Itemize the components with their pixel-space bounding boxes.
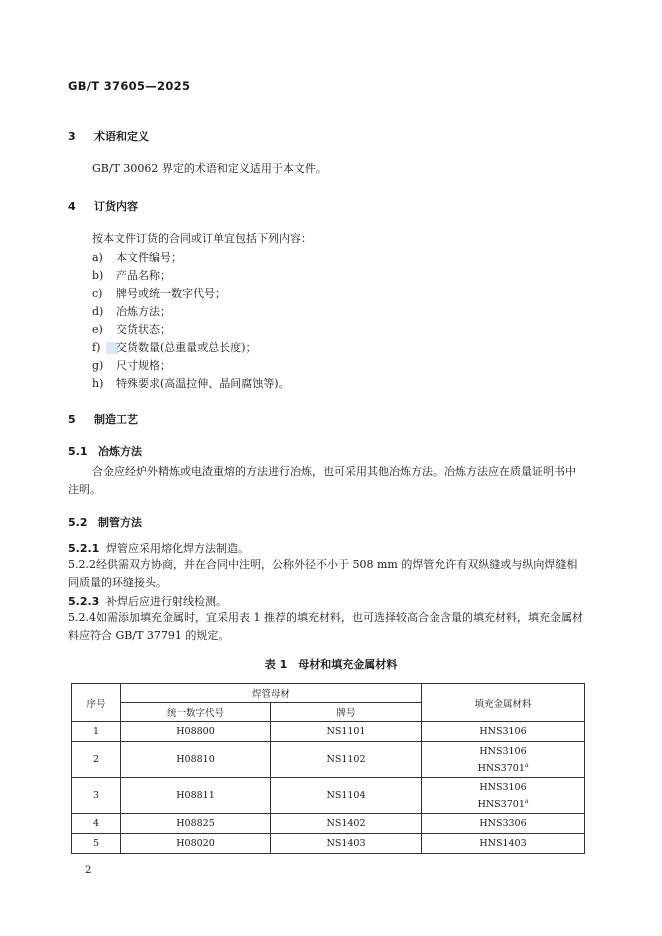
table-row [72,742,585,778]
section-number: 4 [68,200,76,213]
cell-code: H08800 [121,722,271,742]
filler-item: HNS3106 [479,745,527,757]
list-item-label: c) [92,287,103,300]
section-number: 5.2 [68,516,88,529]
cell-grade: NS1403 [271,834,422,854]
list-item-label: h) [92,377,104,390]
cell-filler: HNS3106 [422,722,585,742]
list-item-label: f) [92,341,101,354]
section-number: 3 [68,130,76,143]
cell-seq: 3 [72,778,121,814]
clause-text: 补焊后应进行射线检测。 [106,595,227,608]
list-item-text: 本文件编号； [116,251,182,264]
header-seq: 序号 [72,684,121,722]
clause-5-2-2 [68,556,584,592]
clause-number: 5.2.1 [68,542,100,555]
section-3-body: GB/T 30062 界定的术语和定义适用于本文件。 [92,162,327,175]
page-number: 2 [85,865,92,876]
section-title: 冶炼方法 [98,445,142,458]
cell-seq: 4 [72,814,121,834]
cell-grade: NS1102 [271,742,422,778]
filler-item-with-note [422,760,584,777]
cell-filler: HNS1403 [422,834,585,854]
filler-item-with-note [422,796,584,813]
section-number: 5.1 [68,445,88,458]
clause-number: 5.2.2 [68,558,96,571]
list-item-label: a) [92,251,103,264]
clause-text: 经供需双方协商，并在合同中注明，公称外径不小于 508 mm 的焊管允许有双纵缝或与纵向焊缝相同质量的环缝接头。 [68,558,578,589]
clause-number: 5.2.4 [68,611,96,624]
cell-seq: 5 [72,834,121,854]
footnote-mark: a [524,797,529,805]
filler-item: HNS3106 [479,781,527,793]
section-3-heading [68,128,149,144]
clause-5-2-1 [68,540,249,556]
materials-table [71,683,585,854]
list-item-text: 牌号或统一数字代号； [116,287,226,300]
section-title: 制造工艺 [94,413,138,426]
list-item-label: d) [92,305,104,318]
cell-code: H08825 [121,814,271,834]
table-row [72,814,585,834]
clause-text: 焊管应采用熔化焊方法制造。 [106,542,249,555]
list-item [92,267,171,283]
list-item [92,357,171,373]
cell-filler [422,778,585,814]
list-item-label: b) [92,269,104,282]
filler-item: HNS3701 [477,798,525,810]
list-item-label: e) [92,323,103,336]
cell-code: H08811 [121,778,271,814]
list-item [92,303,171,319]
clause-number: 5.2.3 [68,595,100,608]
cell-seq: 2 [72,742,121,778]
header-filler: 填充金属材料 [422,684,585,722]
clause-5-2-4 [68,609,584,645]
header-grade: 牌号 [271,703,422,722]
list-item-label: g) [92,359,104,372]
list-item [92,375,290,391]
cell-filler: HNS3306 [422,814,585,834]
cell-grade: NS1104 [271,778,422,814]
header-base-material: 焊管母材 [121,684,422,703]
section-4-intro: 按本文件订货的合同或订单宜包括下列内容： [92,232,312,245]
table-title: 表 1 母材和填充金属材料 [264,658,398,671]
cell-seq: 1 [72,722,121,742]
table-header-row [72,684,585,703]
section-5-heading [68,411,138,427]
table-row [72,778,585,814]
section-4-heading [68,198,138,214]
list-item [92,285,226,301]
list-item-text: 冶炼方法； [116,305,171,318]
cell-filler [422,742,585,778]
clause-text: 如需添加填充金属时，宜采用表 1 推荐的填充材料，也可选择较高合金含量的填充材料，填充金属材料应符合 GB/T 37791 的规定。 [68,611,583,642]
list-item-text: 交货数量(总重量或总长度)； [116,341,257,354]
section-5-2-heading [68,514,142,530]
section-5-1-body: 合金应经炉外精炼或电渣重熔的方法进行冶炼，也可采用其他冶炼方法。冶炼方法应在质量证明书中注明。 [68,465,576,496]
table-row [72,722,585,742]
filler-item: HNS3701 [477,762,525,774]
section-5-1-heading [68,443,142,459]
list-item-text: 特殊要求(高温拉伸、晶间腐蚀等)。 [116,377,290,390]
list-item-text: 尺寸规格； [116,359,171,372]
section-title: 术语和定义 [94,130,149,143]
cell-code: H08810 [121,742,271,778]
section-title: 制管方法 [98,516,142,529]
cell-code: H08020 [121,834,271,854]
header-uns-code: 统一数字代号 [121,703,271,722]
list-item [92,321,171,337]
list-item [92,339,257,355]
section-title: 订货内容 [94,200,138,213]
document-code: GB/T 37605—2025 [68,79,191,93]
section-number: 5 [68,413,76,426]
clause-5-2-3 [68,593,227,609]
list-item-text: 交货状态； [116,323,171,336]
table-row [72,834,585,854]
footnote-mark: a [524,761,529,769]
list-item-text: 产品名称； [116,269,171,282]
list-item [92,249,182,265]
cell-grade: NS1101 [271,722,422,742]
cell-grade: NS1402 [271,814,422,834]
